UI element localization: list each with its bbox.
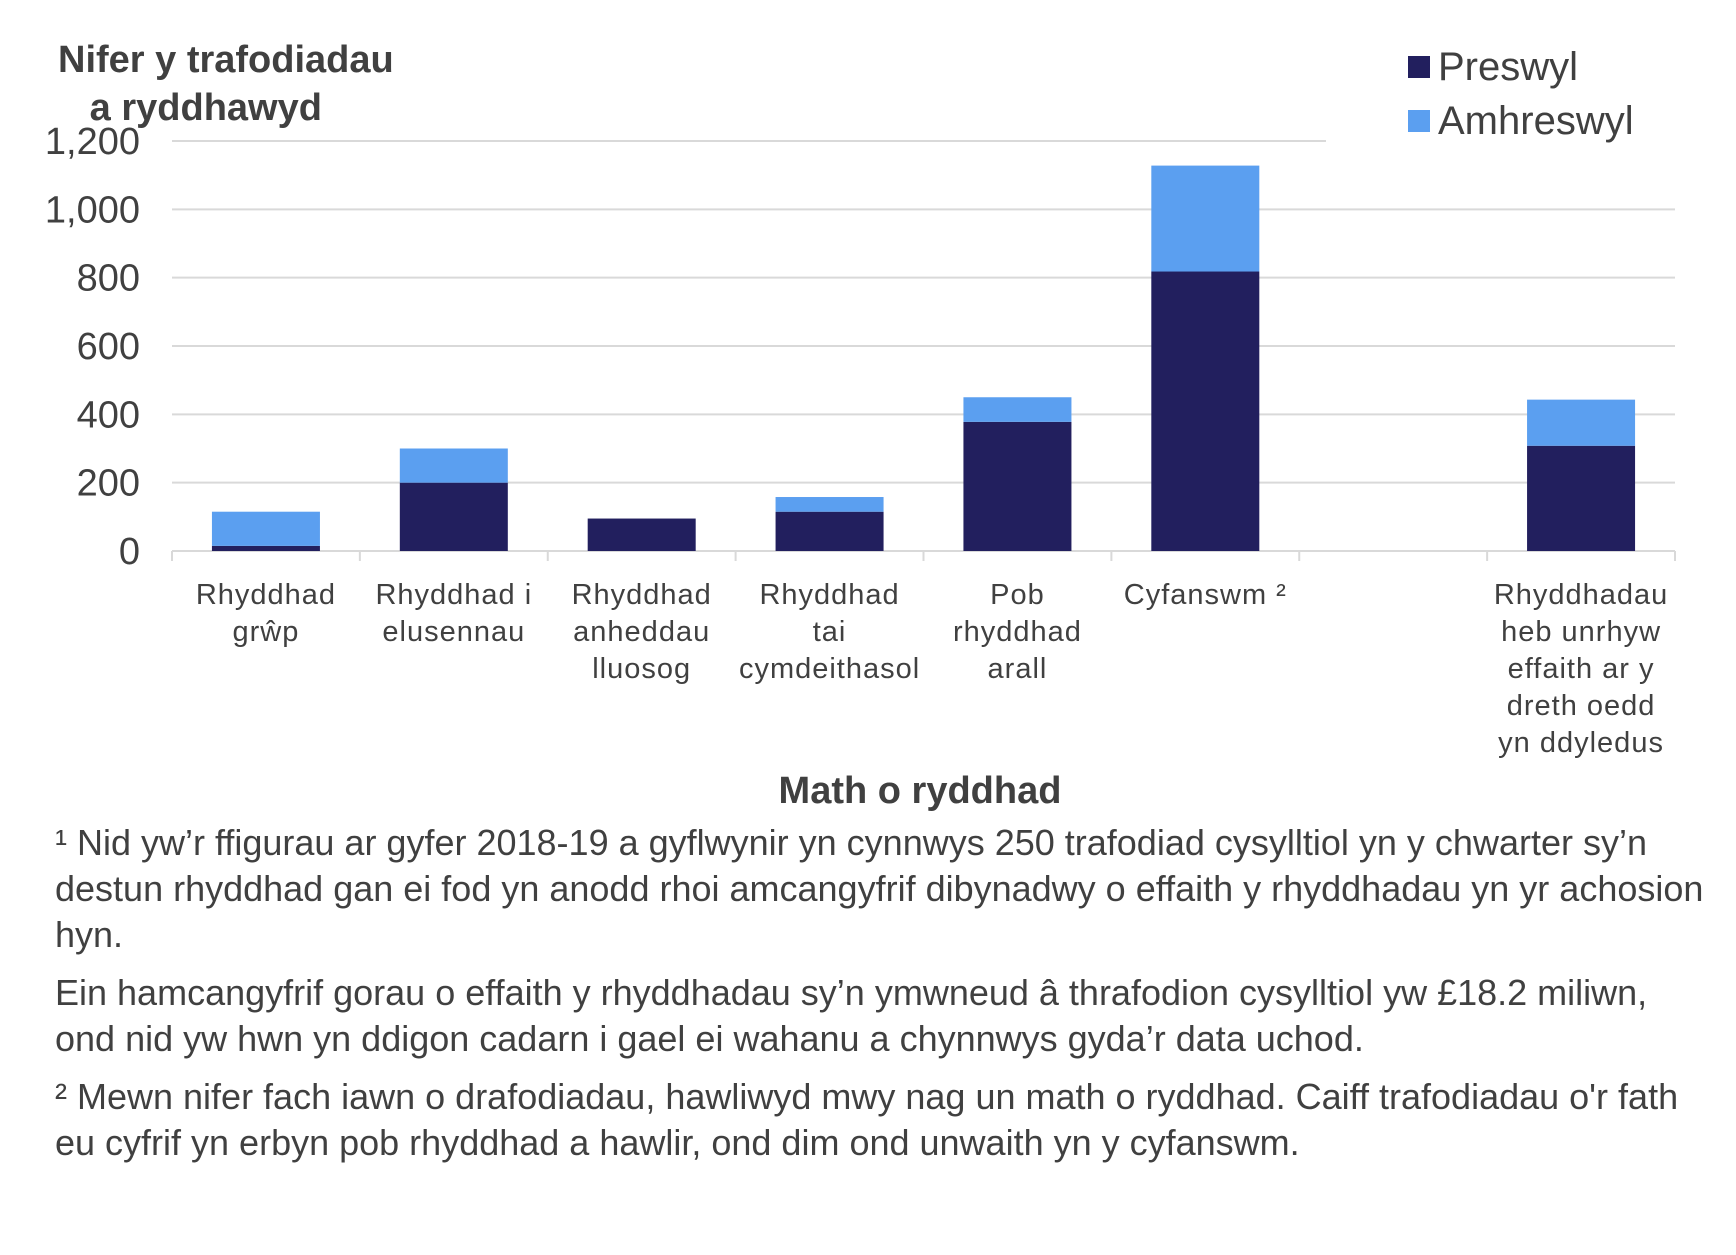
bar-preswyl (776, 512, 884, 551)
bar-amhreswyl (212, 512, 320, 546)
legend (1408, 40, 1634, 148)
legend-swatch-amhreswyl (1408, 110, 1430, 132)
legend-label-amhreswyl: Amhreswyl (1438, 98, 1634, 143)
x-tick-label: rhyddhad (952, 616, 1082, 648)
bar-preswyl (212, 546, 320, 551)
x-tick-label: effaith ar y (1507, 653, 1655, 685)
bar-preswyl (1527, 446, 1635, 551)
y-tick-label: 600 (76, 326, 140, 368)
bar-amhreswyl (1527, 400, 1635, 446)
y-tick-label: 0 (118, 531, 140, 573)
x-tick-label: anheddau (573, 616, 711, 648)
legend-swatch-preswyl (1408, 56, 1430, 78)
x-tick-label: Pob (990, 579, 1045, 611)
y-tick-label: 1,200 (44, 121, 140, 163)
bar-preswyl (400, 483, 508, 551)
x-tick-label: heb unrhyw (1501, 616, 1662, 648)
x-tick-label: lluosog (592, 653, 692, 685)
x-tick-label: arall (987, 653, 1048, 685)
y-tick-label: 1,000 (44, 189, 140, 232)
y-axis-title: Nifer y trafodiadau a ryddhawyd (58, 39, 394, 129)
x-tick-label: tai (812, 616, 847, 648)
x-tick-label: yn ddyledus (1498, 727, 1664, 759)
legend-label-preswyl: Preswyl (1438, 44, 1579, 89)
bar-preswyl (963, 422, 1071, 551)
bar-amhreswyl (400, 449, 508, 483)
bar-amhreswyl (776, 497, 884, 512)
x-tick-label: cymdeithasol (738, 653, 921, 685)
legend-item-preswyl (1408, 40, 1634, 94)
x-tick-label: Rhyddhad i (375, 579, 533, 611)
y-tick-label: 200 (76, 462, 140, 505)
footnote-1-continued: Ein hamcangyfrif gorau o effaith y rhyddhadau sy’n ymwneud â thrafodion cysylltiol yw £18.2 miliwn, ond nid yw hwn yn ddigon cadarn i gael ei wahanu a chynnwys gyda’r data uchod. (55, 972, 1648, 1059)
footnote-2: ² Mewn nifer fach iawn o drafodiadau, hawliwyd mwy nag un math o ryddhad. Caiff trafodiadau o'r fath eu cyfrif yn erbyn pob rhyddhad a hawlir, ond dim ond unwaith yn y cyfanswm. (55, 1076, 1679, 1163)
bar-preswyl (588, 519, 696, 551)
y-tick-label: 400 (76, 394, 140, 437)
x-tick-label: Rhyddhadau (1493, 579, 1669, 611)
bar-amhreswyl (963, 397, 1071, 422)
bar-preswyl (1151, 272, 1259, 551)
x-tick-label: Rhyddhad (571, 579, 712, 611)
x-tick-label: Rhyddhad (759, 579, 900, 611)
y-tick-label: 800 (76, 257, 140, 300)
x-tick-label: Cyfanswm ² (1123, 579, 1287, 611)
x-tick-label: elusennau (382, 616, 526, 648)
x-axis-title: Math o ryddhad (778, 770, 1062, 812)
footnotes (55, 820, 1715, 1178)
x-tick-label: grŵp (232, 616, 300, 648)
x-tick-label: dreth oedd (1506, 690, 1656, 722)
bar-amhreswyl (1151, 166, 1259, 272)
footnote-1: ¹ Nid yw’r ffigurau ar gyfer 2018-19 a gyflwynir yn cynnwys 250 trafodiad cysylltiol yn y chwarter sy’n destun rhyddhad gan ei fod yn anodd rhoi amcangyfrif dibynadwy o effaith y rhyddhadau yn yr achosion hyn. (55, 822, 1704, 955)
x-tick-label: Rhyddhad (195, 579, 337, 611)
legend-item-amhreswyl (1408, 94, 1634, 148)
